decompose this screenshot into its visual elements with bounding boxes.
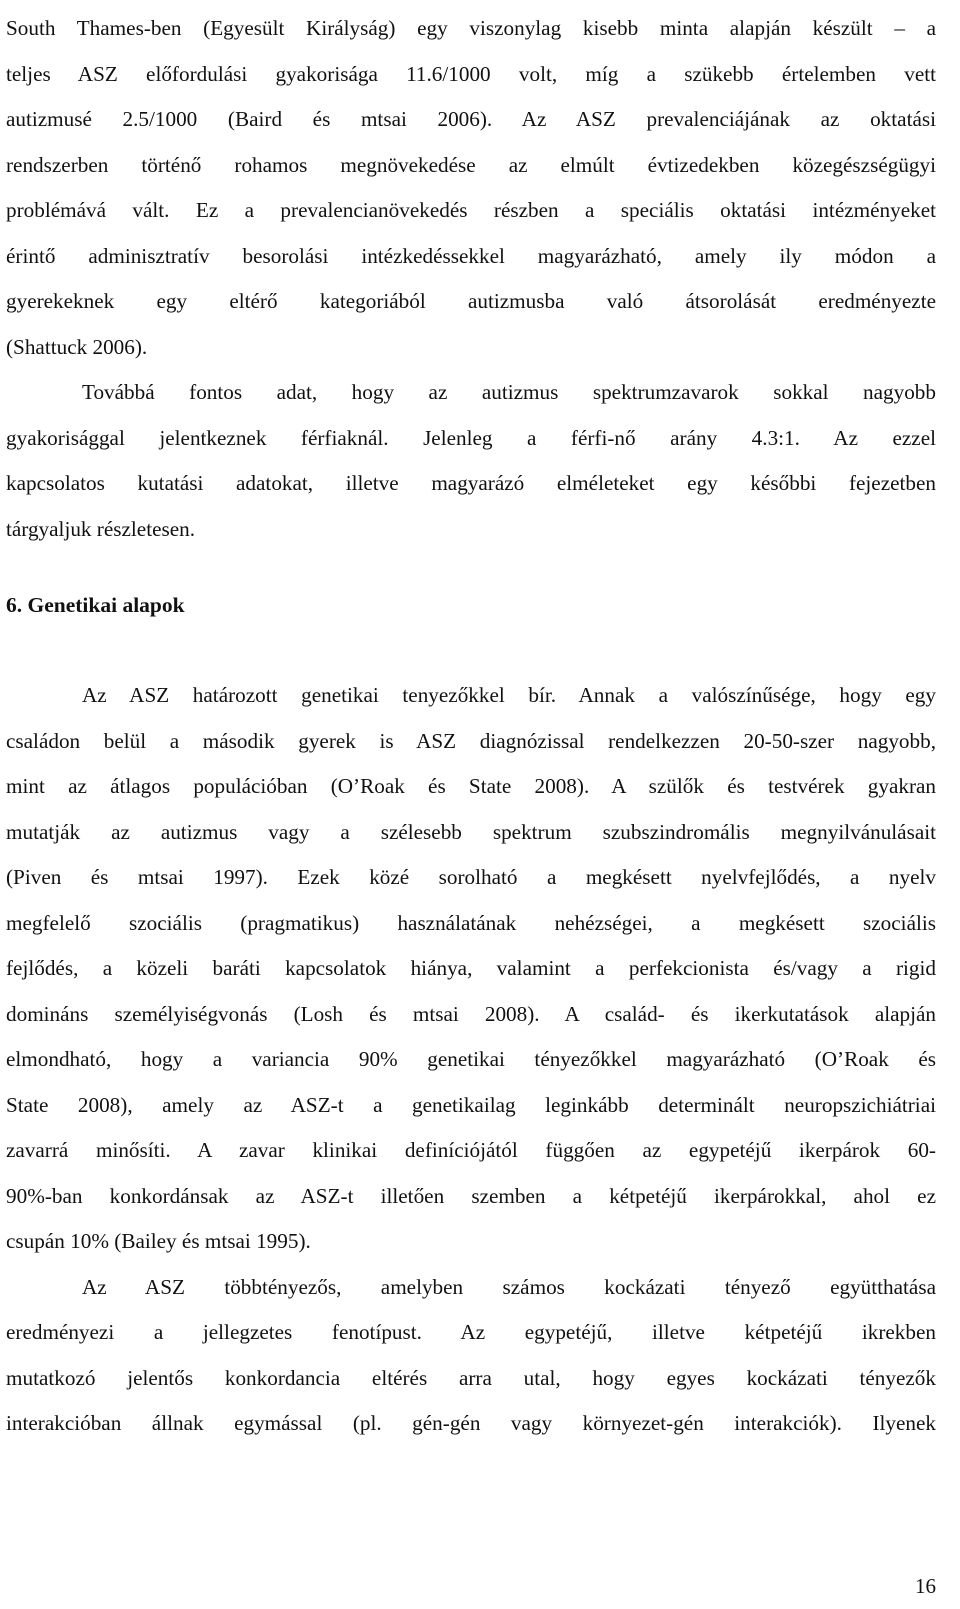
section-heading: 6. Genetikai alapok (6, 593, 185, 617)
text-line: autizmusé 2.5/1000 (Baird és mtsai 2006). Az ASZ prevalenciájának az oktatási (6, 107, 936, 131)
text-line: csupán 10% (Bailey és mtsai 1995). (6, 1229, 311, 1253)
text-line: South Thames-ben (Egyesült Királyság) egy viszonylag kisebb minta alapján készült – a (6, 16, 936, 40)
text-line: elmondható, hogy a variancia 90% genetikai tényezőkkel magyarázható (O’Roak és (6, 1047, 936, 1071)
text-line: Az ASZ határozott genetikai tenyezőkkel bír. Annak a valószínűsége, hogy egy (82, 683, 936, 707)
text-line: problémává vált. Ez a prevalencianövekedés részben a speciális oktatási intézményeket (6, 198, 936, 222)
text-line: domináns személyiségvonás (Losh és mtsai 2008). A család- és ikerkutatások alapján (6, 1002, 936, 1026)
text-line: gyerekeknek egy eltérő kategoriából autizmusba való átsorolását eredményezte (6, 289, 936, 313)
text-line: 90%-ban konkordánsak az ASZ-t illetően szemben a kétpetéjű ikerpárokkal, ahol ez (6, 1184, 936, 1208)
text-line: (Piven és mtsai 1997). Ezek közé sorolható a megkésett nyelvfejlődés, a nyelv (6, 865, 936, 889)
text-line: érintő adminisztratív besorolási intézkedéssekkel magyarázható, amely ily módon a (6, 244, 936, 268)
text-line: családon belül a második gyerek is ASZ diagnózissal rendelkezzen 20-50-szer nagyobb, (6, 729, 936, 753)
text-line: rendszerben történő rohamos megnövekedése az elmúlt évtizedekben közegészségügyi (6, 153, 936, 177)
text-line: State 2008), amely az ASZ-t a genetikailag leginkább determinált neuropszichiátriai (6, 1093, 936, 1117)
text-line: mutatkozó jelentős konkordancia eltérés arra utal, hogy egyes kockázati tényezők (6, 1366, 936, 1390)
text-line: mutatják az autizmus vagy a szélesebb spektrum szubszindromális megnyilvánulásait (6, 820, 936, 844)
text-line: zavarrá minősíti. A zavar klinikai definíciójától függően az egypetéjű ikerpárok 60- (6, 1138, 936, 1162)
text-line: gyakorisággal jelentkeznek férfiaknál. Jelenleg a férfi-nő arány 4.3:1. Az ezzel (6, 426, 936, 450)
text-line: megfelelő szociális (pragmatikus) használatának nehézségei, a megkésett szociális (6, 911, 936, 935)
text-line: tárgyaljuk részletesen. (6, 517, 196, 541)
text-line: (Shattuck 2006). (6, 335, 148, 359)
text-line: fejlődés, a közeli baráti kapcsolatok hiánya, valamint a perfekcionista és/vagy a rigid (6, 956, 936, 980)
text-line: Az ASZ többtényezős, amelyben számos kockázati tényező együtthatása (82, 1275, 936, 1299)
text-line: kapcsolatos kutatási adatokat, illetve magyarázó elméleteket egy későbbi fejezetben (6, 471, 936, 495)
text-line: Továbbá fontos adat, hogy az autizmus spektrumzavarok sokkal nagyobb (82, 380, 936, 404)
page-number: 16 (915, 1574, 936, 1598)
text-line: interakcióban állnak egymással (pl. gén-gén vagy környezet-gén interakciók). Ilyenek (6, 1411, 936, 1435)
text-line: eredményezi a jellegzetes fenotípust. Az egypetéjű, illetve kétpetéjű ikrekben (6, 1320, 936, 1344)
text-line: teljes ASZ előfordulási gyakorisága 11.6/1000 volt, míg a szükebb értelemben vett (6, 62, 936, 86)
text-line: mint az átlagos populációban (O’Roak és State 2008). A szülők és testvérek gyakran (6, 774, 936, 798)
